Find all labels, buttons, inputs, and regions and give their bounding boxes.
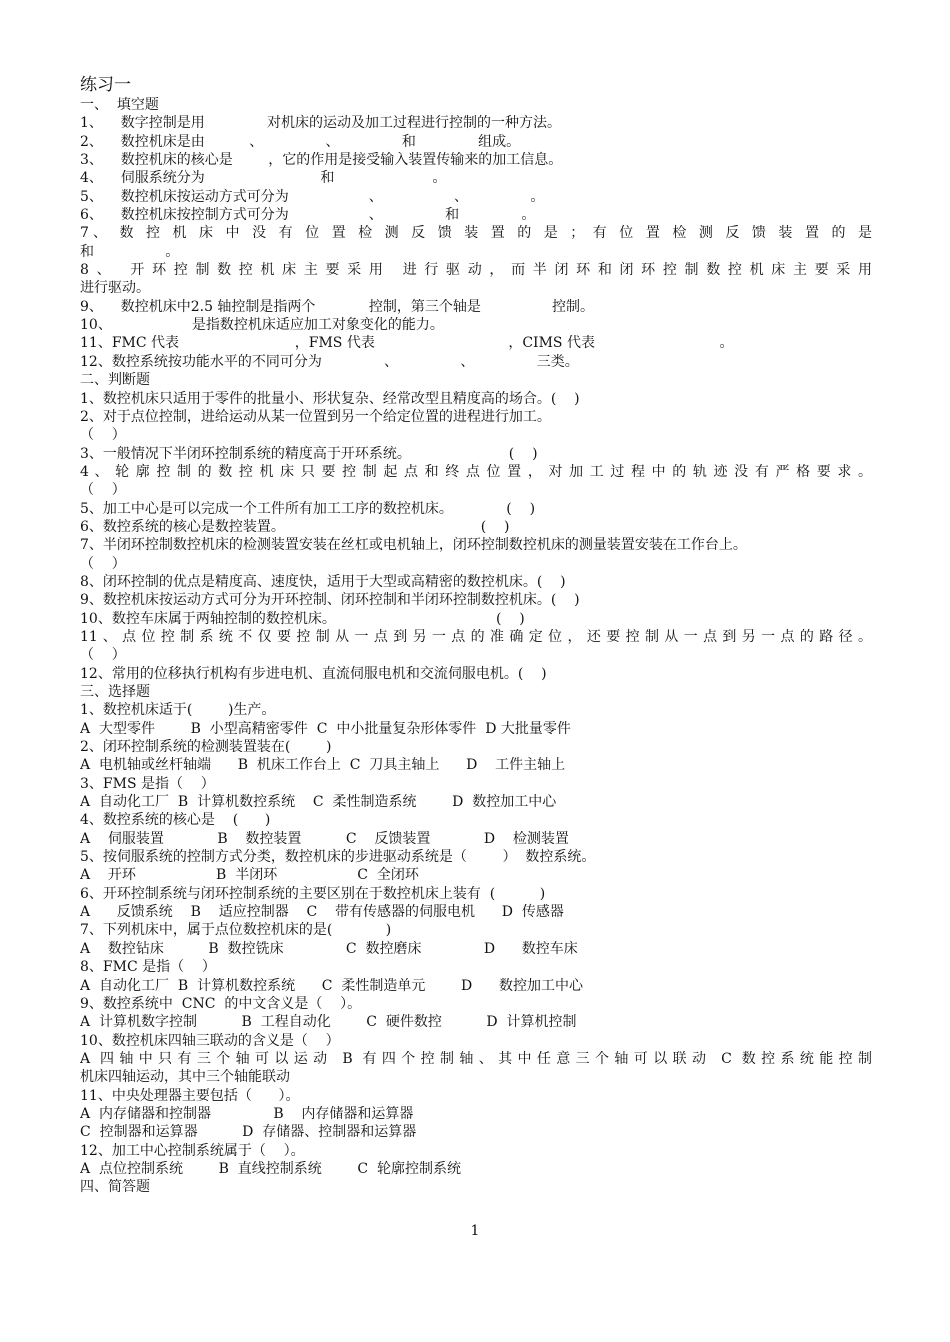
choice-q3-options: A 自动化工厂 B 计算机数控系统 C 柔性制造系统 D 数控加工中心 bbox=[80, 794, 557, 811]
choice-q6-options: A 反馈系统 B 适应控制器 C 带有传感器的伺服电机 D 传感器 bbox=[80, 904, 564, 921]
true-false-q11-cont: （ ） bbox=[80, 647, 126, 664]
true-false-q2: 2、对于点位控制，进给运动从某一位置到另一个给定位置的进程进行加工。 bbox=[80, 408, 551, 425]
choice-q9: 9、数控系统中 CNC 的中文含义是（ ）。 bbox=[80, 995, 362, 1012]
choice-q7: 7、下列机床中，属于点位数控机床的是( ) bbox=[80, 922, 392, 939]
choice-q4: 4、数控系统的核心是 ( ) bbox=[80, 812, 271, 829]
true-false-q1: 1、数控机床只适用于零件的批量小、形状复杂、经常改型且精度高的场合。( ) bbox=[80, 390, 580, 407]
true-false-q7: 7、半闭环控制数控机床的检测装置安装在丝杠或电机轴上，闭环控制数控机床的测量装置安装在工作台上。 bbox=[80, 537, 747, 554]
true-false-q4: 4 、 轮 廓 控 制 的 数 控 机 床 只 要 控 制 起 点 和 终 点 位 置 ， 对 加 工 过 程 中 的 轨 迹 没 有 严 格 要 求 。 bbox=[80, 463, 872, 480]
fill-blank-q8: 8、 开环控制数控机床主要采用 进行驱动，而半闭环和闭环控制数控机床主要采用 bbox=[80, 262, 872, 279]
document-body bbox=[80, 74, 872, 1197]
choice-q9-options: A 计算机数字控制 B 工程自动化 C 硬件数控 D 计算机控制 bbox=[80, 1014, 577, 1031]
fill-blank-q12: 12、数控系统按功能水平的不同可分为 、 、 三类。 bbox=[80, 353, 579, 370]
true-false-q7-cont: （ ） bbox=[80, 555, 126, 572]
fill-blank-q8-cont: 进行驱动。 bbox=[80, 280, 150, 297]
choice-q10: 10、数控机床四轴三联动的含义是（ ） bbox=[80, 1032, 340, 1049]
fill-blank-q2: 2、 数控机床是由 、 、 和 组成。 bbox=[80, 133, 521, 150]
choice-q8-options: A 自动化工厂 B 计算机数控系统 C 柔性制造单元 D 数控加工中心 bbox=[80, 977, 583, 994]
page-title: 练习一 bbox=[80, 75, 131, 95]
true-false-q10: 10、数控车床属于两轴控制的数控机床。 ( ) bbox=[80, 610, 525, 627]
fill-blank-q1: 1、 数字控制是用 对机床的运动及加工过程进行控制的一种方法。 bbox=[80, 115, 562, 132]
fill-blank-q7: 7、 数 控 机 床 中 没 有 位 置 检 测 反 馈 装 置 的 是 ； 有 位 置 检 测 反 馈 装 置 的 是 bbox=[80, 225, 872, 242]
section-heading-true-false: 二、判断题 bbox=[80, 372, 150, 389]
choice-q8: 8、FMC 是指（ ） bbox=[80, 959, 216, 976]
choice-q6: 6、开环控制系统与闭环控制系统的主要区别在于数控机床上装有 ( ) bbox=[80, 885, 546, 902]
choice-q1-options: A 大型零件 B 小型高精密零件 C 中小批量复杂形体零件 D 大批量零件 bbox=[80, 720, 571, 737]
choice-q11-options-cd: C 控制器和运算器 D 存储器、控制器和运算器 bbox=[80, 1124, 417, 1141]
section-heading-multiple-choice: 三、选择题 bbox=[80, 684, 150, 700]
choice-q1: 1、数控机床适于( )生产。 bbox=[80, 702, 276, 719]
choice-q10-options-cont: 机床四轴运动，其中三个轴能联动 bbox=[80, 1069, 290, 1086]
fill-blank-q7-cont: 和 。 bbox=[80, 243, 180, 260]
choice-q2: 2、闭环控制系统的检测装置装在( ) bbox=[80, 739, 332, 756]
section-heading-short-answer: 四、简答题 bbox=[80, 1179, 150, 1196]
choice-q5-options: A 开环 B 半闭环 C 全闭环 bbox=[80, 867, 419, 884]
choice-q11: 11、中央处理器主要包括（ ）。 bbox=[80, 1087, 300, 1104]
fill-blank-q11: 11、FMC 代表 ，FMS 代表 ，CIMS 代表 。 bbox=[80, 335, 734, 352]
fill-blank-q9: 9、 数控机床中2.5 轴控制是指两个 控制，第三个轴是 控制。 bbox=[80, 298, 595, 315]
choice-q7-options: A 数控钻床 B 数控铣床 C 数控磨床 D 数控车床 bbox=[80, 940, 578, 957]
choice-q4-options: A 伺服装置 B 数控装置 C 反馈装置 D 检测装置 bbox=[80, 830, 569, 847]
true-false-q11: 11 、 点 位 控 制 系 统 不 仅 要 控 制 从 一 点 到 另 一 点 的 准 确 定 位 ， 还 要 控 制 从 一 点 到 另 一 点 的 路 径 。 bbox=[80, 628, 872, 645]
choice-q10-options: A 四轴中只有三个轴可以运动 B 有四个控制轴、其中任意三个轴可以联动 C 数控系统能控制 bbox=[80, 1050, 872, 1067]
true-false-q4-cont: （ ） bbox=[80, 482, 126, 499]
true-false-q2-cont: （ ） bbox=[80, 427, 126, 444]
fill-blank-q3: 3、 数控机床的核心是 ，它的作用是接受输入装置传输来的加工信息。 bbox=[80, 152, 563, 169]
choice-q3: 3、FMS 是指（ ） bbox=[80, 775, 215, 792]
choice-q5: 5、按伺服系统的控制方式分类，数控机床的步进驱动系统是（ ） 数控系统。 bbox=[80, 849, 596, 866]
exercise-lines bbox=[80, 96, 872, 1197]
choice-q12: 12、加工中心控制系统属于（ ）。 bbox=[80, 1142, 305, 1159]
true-false-q9: 9、数控机床按运动方式可分为开环控制、闭环控制和半闭环控制数控机床。( ) bbox=[80, 592, 580, 609]
section-heading-fill-blank: 一、 填空题 bbox=[80, 97, 159, 113]
choice-q11-options-ab: A 内存储器和控制器 B 内存储器和运算器 bbox=[80, 1105, 414, 1122]
true-false-q12: 12、常用的位移执行机构有步进电机、直流伺服电机和交流伺服电机。( ) bbox=[80, 665, 547, 682]
fill-blank-q6: 6、 数控机床按控制方式可分为 、 和 。 bbox=[80, 207, 536, 224]
true-false-q3: 3、一般情况下半闭环控制系统的精度高于开环系统。 ( ) bbox=[80, 445, 538, 462]
true-false-q5: 5、加工中心是可以完成一个工件所有加工工序的数控机床。 ( ) bbox=[80, 500, 536, 517]
fill-blank-q5: 5、 数控机床按运动方式可分为 、 、 。 bbox=[80, 188, 545, 205]
choice-q12-options: A 点位控制系统 B 直线控制系统 C 轮廓控制系统 bbox=[80, 1160, 462, 1177]
page-number: 1 bbox=[470, 1223, 480, 1239]
fill-blank-q10: 10、 是指数控机床适应加工对象变化的能力。 bbox=[80, 317, 444, 334]
fill-blank-q4: 4、 伺服系统分为 和 。 bbox=[80, 170, 447, 187]
choice-q2-options: A 电机轴或丝杆轴端 B 机床工作台上 C 刀具主轴上 D 工件主轴上 bbox=[80, 757, 566, 774]
true-false-q6: 6、数控系统的核心是数控装置。 ( ) bbox=[80, 518, 510, 535]
true-false-q8: 8、闭环控制的优点是精度高、速度快，适用于大型或高精密的数控机床。( ) bbox=[80, 573, 566, 590]
